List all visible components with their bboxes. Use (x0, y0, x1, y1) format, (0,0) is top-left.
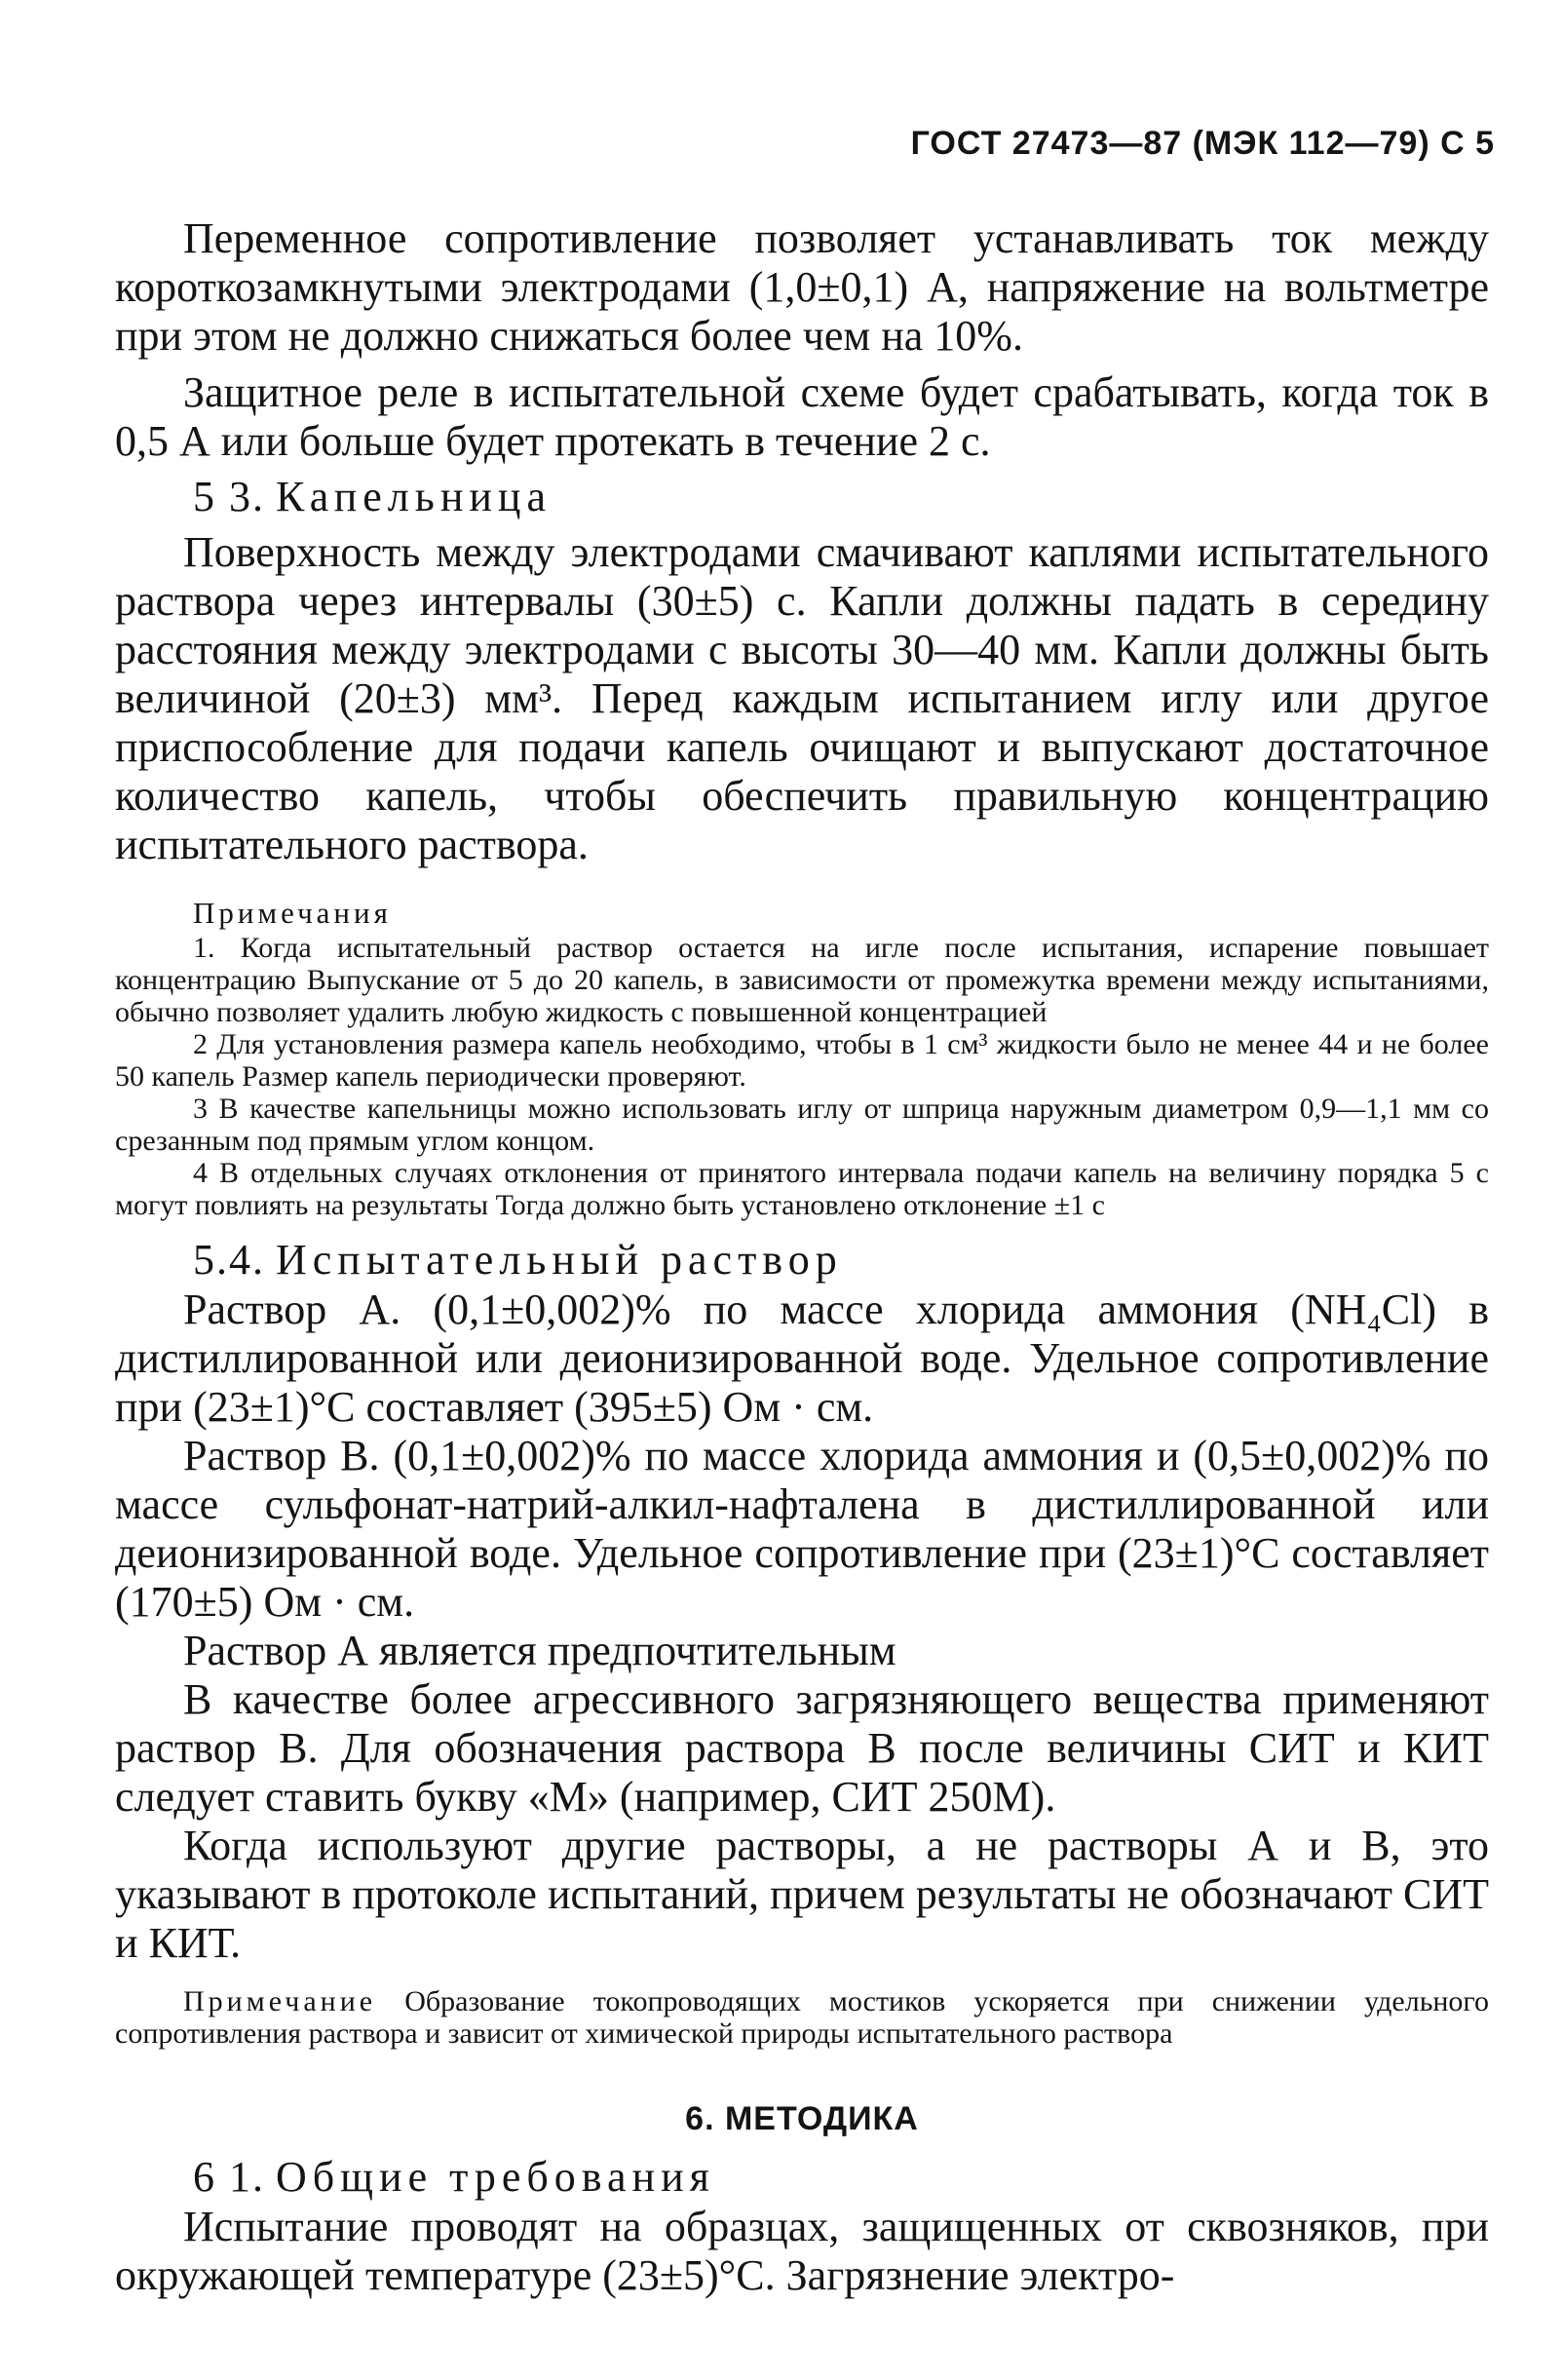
section-heading-5-3 (115, 472, 1489, 522)
paragraph-solution-a: Раствор А. (0,1±0,002)% по массе хлорида аммония (NH₄Cl) в дистиллированной или деионизированной воде. Удельное сопротивление при (23±1)°С составляет (395±5) Ом · см. (115, 1286, 1489, 1431)
section-title: Общие требования (276, 2153, 715, 2201)
section-number: 5.4. (193, 1236, 265, 1284)
notes-title: Примечания (193, 896, 392, 930)
note-bridging (115, 1985, 1489, 2050)
paragraph-test-conditions: Испытание проводят на образцах, защищенных от сквозняков, при окружающей температуре (23±5)°С. Загрязнение электро- (115, 2203, 1489, 2299)
section-number: 6 1. (193, 2153, 265, 2201)
note-item: 2 Для установления размера капель необходимо, чтобы в 1 см³ жидкости было не менее 44 и не более 50 капель Размер капель периодически проверяют. (115, 1028, 1489, 1093)
section-heading-5-4 (115, 1235, 1489, 1286)
note-text: Образование токопроводящих мостиков ускоряется при снижении удельного сопротивления раствора и зависит от химической природы испытательного раствора (115, 1985, 1489, 2050)
running-header: ГОСТ 27473—87 (МЭК 112—79) С 5 (910, 125, 1495, 162)
paragraph-solution-a-preferred: Раствор А является предпочтительным (183, 1627, 896, 1674)
paragraph-solution-b: Раствор В. (0,1±0,002)% по массе хлорида аммония и (0,5±0,002)% по массе сульфонат-натрий-алкил-нафталена в дистиллированной или деионизированной воде. Удельное сопротивление при (23±1)°С составляет (170±5) Ом · см. (115, 1432, 1489, 1626)
section-heading-6-1 (115, 2152, 1489, 2203)
paragraph-variable-resistance: Переменное сопротивление позволяет устанавливать ток между короткозамкнутыми электродами (1,0±0,1) А, напряжение на вольтметре при этом не должно снижаться более чем на 10%. (115, 214, 1489, 360)
paragraph-other-solutions: Когда используют другие растворы, а не растворы А и В, это указывают в протоколе испытаний, причем результаты не обозначают СИТ и КИТ. (115, 1822, 1489, 1967)
section-title: Испытательный раствор (276, 1236, 843, 1284)
note-item: 4 В отдельных случаях отклонения от принятого интервала подачи капель на величину порядка 5 с могут повлиять на результаты Тогда должно быть установлено отклонение ±1 с (115, 1157, 1489, 1221)
paragraph-protective-relay: Защитное реле в испытательной схеме будет срабатывать, когда ток в 0,5 А или больше будет протекать в течение 2 с. (115, 368, 1489, 465)
section-title: Капельница (276, 473, 552, 520)
note-item: 3 В качестве капельницы можно использовать иглу от шприца наружным диаметром 0,9—1,1 мм со срезанным под прямым углом концом. (115, 1093, 1489, 1157)
paragraph-dropping-device: Поверхность между электродами смачивают каплями испытательного раствора через интервалы (30±5) с. Капли должны падать в середину расстояния между электродами с высоты 30—40 мм. Капли должны быть величиной (20±3) мм³. Перед каждым испытанием иглу или другое приспособление для подачи капель очищают и выпускают достаточное количество капель, чтобы обеспечить правильную концентрацию испытательного раствора. (115, 528, 1489, 868)
section-number: 5 3. (193, 473, 265, 520)
chapter-heading-6: 6. МЕТОДИКА (685, 2100, 919, 2137)
note-title: Примечание (183, 1985, 377, 2017)
body-text (115, 214, 1489, 2300)
note-item: 1. Когда испытательный раствор остается на игле после испытания, испарение повышает концентрацию Выпускание от 5 до 20 капель, в зависимости от промежутка времени между испытаниями, обычно позволяет удалить любую жидкость с повышенной концентрацией (115, 932, 1489, 1028)
paragraph-aggressive-contaminant: В качестве более агрессивного загрязняющего вещества применяют раствор В. Для обозначения раствора В после величины СИТ и КИТ следует ставить букву «М» (например, СИТ 250М). (115, 1675, 1489, 1821)
